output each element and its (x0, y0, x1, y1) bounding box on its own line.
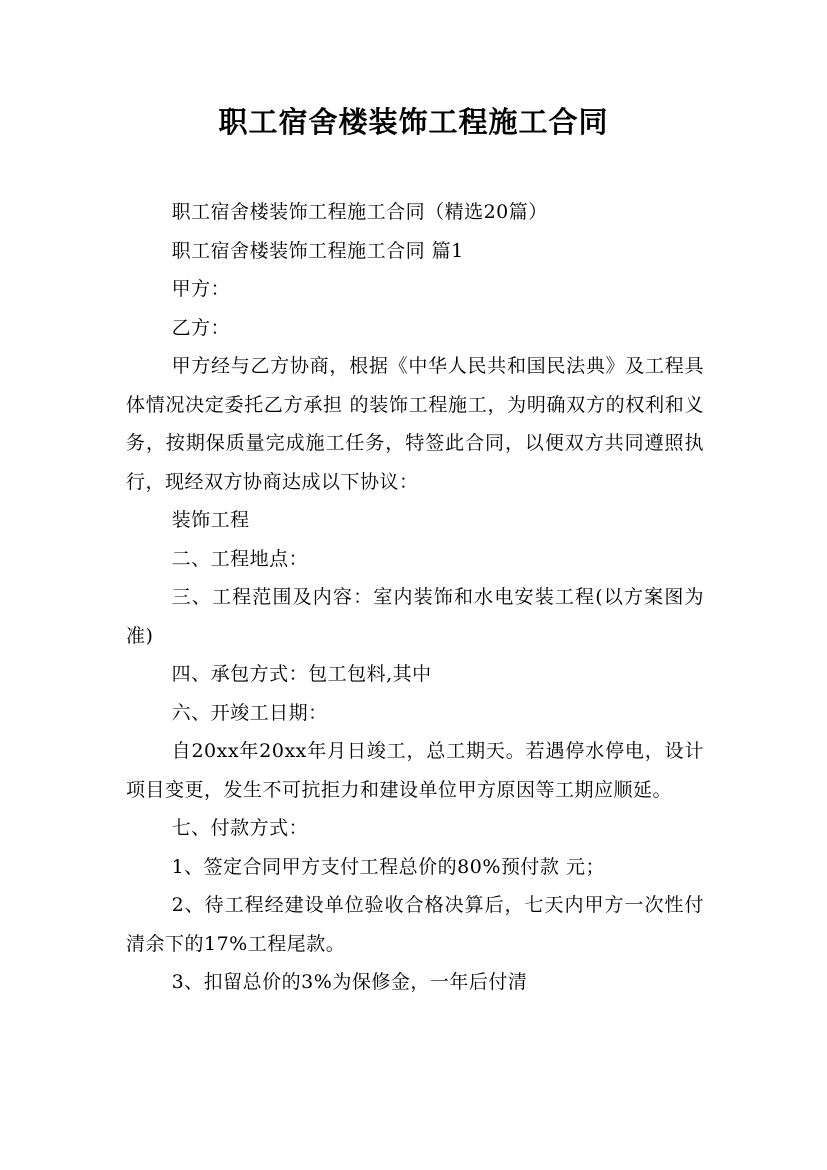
paragraph-payment-heading: 七、付款方式： (171, 817, 309, 839)
paragraph-preamble: 甲方经与乙方协商，根据《中华人民共和国民法典》及工程具体情况决定委托乙方承担 的装饰工程施工，为明确双方的权利和义务，按期保质量完成施工任务，特签此合同，以便双方共同遵照执行，现经双方协商达成以下协议： (126, 355, 704, 493)
paragraph-dates-heading: 六、开竣工日期： (171, 701, 328, 724)
paragraph-location: 二、工程地点： (171, 547, 309, 570)
document-title: 职工宿舍楼装饰工程施工合同 (218, 105, 609, 139)
paragraph-project-name: 装饰工程 (171, 509, 250, 531)
paragraph-payment-2: 2、待工程经建设单位验收合格决算后，七天内甲方一次性付清余下的17%工程尾款。 (126, 894, 704, 955)
paragraph-payment-3: 3、扣留总价的3%为保修金，一年后付清 (171, 971, 528, 993)
paragraph-section-heading: 职工宿舍楼装饰工程施工合同 篇1 (171, 239, 464, 262)
paragraph-payment-1: 1、签定合同甲方支付工程总价的80%预付款 元； (171, 855, 605, 878)
paragraph-scope: 三、工程范围及内容：室内装饰和水电安装工程(以方案图为准) (126, 586, 704, 647)
paragraph-party-a: 甲方： (171, 278, 231, 300)
paragraph-contract-method: 四、承包方式：包工包料,其中 (171, 663, 432, 685)
document-body (126, 193, 704, 1002)
paragraph-subtitle: 职工宿舍楼装饰工程施工合同（精选20篇） (171, 201, 548, 223)
paragraph-party-b: 乙方： (171, 316, 231, 339)
paragraph-dates-detail: 自20xx年20xx年月日竣工，总工期天。若遇停水停电，设计项目变更，发生不可抗拒力和建设单位甲方原因等工期应顺延。 (126, 740, 704, 801)
